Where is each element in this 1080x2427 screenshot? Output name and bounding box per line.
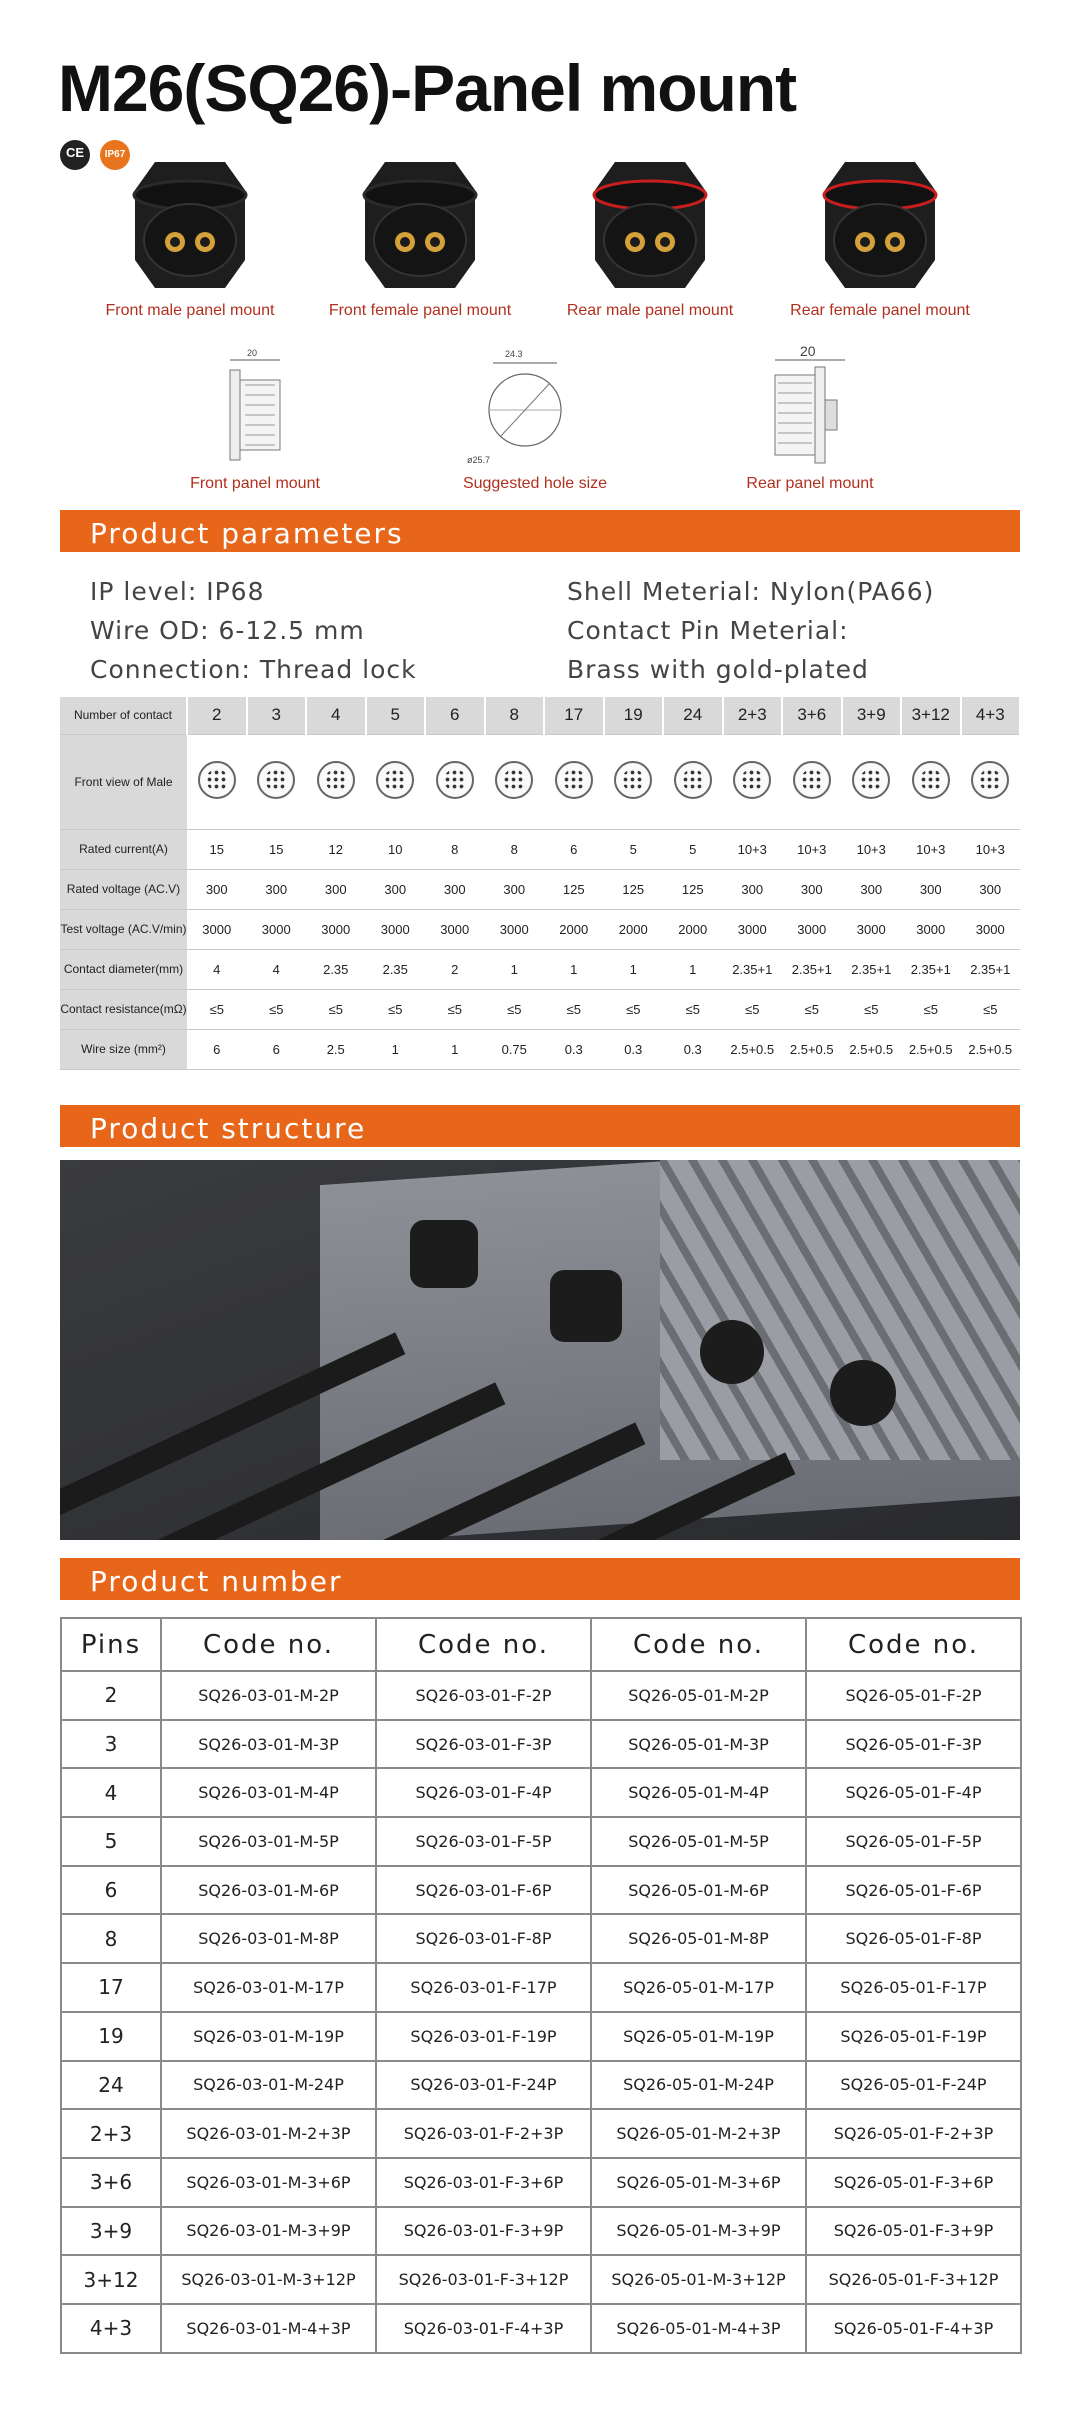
product-photo [345,150,495,300]
product-photo [575,150,725,300]
param-ip-level: IP level: IP68 [90,577,265,606]
number-column-header: Code no. [591,1618,806,1671]
table-row [61,2158,1021,2207]
code-number-cell: SQ26-03-01-F-6P [376,1866,591,1915]
code-number-cell: SQ26-03-01-M-3+6P [161,2158,376,2207]
spec-value: 125 [663,869,723,909]
pin-layout-icon [901,734,961,829]
hole-size-drawing [465,345,605,470]
spec-value: 10+3 [901,829,961,869]
svg-text:ø25.7: ø25.7 [467,455,491,465]
code-number-cell: SQ26-05-01-M-19P [591,2012,806,2061]
pin-count-cell: 8 [61,1914,161,1963]
pin-count-cell: 2+3 [61,2109,161,2158]
spec-value: 2.5+0.5 [782,1029,842,1069]
code-number-cell: SQ26-05-01-F-17P [806,1963,1021,2012]
spec-contact-count: 3 [247,697,307,734]
product-label: Rear female panel mount [790,302,970,319]
table-row [61,1671,1021,1720]
pin-layout-icon [485,734,545,829]
pin-layout-icon [425,734,485,829]
spec-value: 300 [366,869,426,909]
spec-value: 3000 [782,909,842,949]
code-number-cell: SQ26-03-01-M-4P [161,1768,376,1817]
spec-value: 1 [544,949,604,989]
spec-value: 2000 [604,909,664,949]
code-number-cell: SQ26-03-01-M-24P [161,2061,376,2110]
table-row [61,2304,1021,2353]
pin-count-cell: 3+12 [61,2255,161,2304]
front-panel-drawing [185,345,325,470]
spec-value: ≤5 [663,989,723,1029]
code-number-cell: SQ26-05-01-F-6P [806,1866,1021,1915]
code-number-cell: SQ26-03-01-M-3+12P [161,2255,376,2304]
code-number-cell: SQ26-03-01-F-24P [376,2061,591,2110]
spec-value: 4 [187,949,247,989]
pin-count-cell: 2 [61,1671,161,1720]
spec-value: 6 [544,829,604,869]
code-number-cell: SQ26-03-01-F-3P [376,1720,591,1769]
spec-contact-count: 24 [663,697,723,734]
code-number-cell: SQ26-05-01-M-2+3P [591,2109,806,2158]
code-number-cell: SQ26-03-01-F-3+12P [376,2255,591,2304]
code-number-cell: SQ26-05-01-M-8P [591,1914,806,1963]
code-number-cell: SQ26-05-01-F-3+9P [806,2207,1021,2256]
spec-contact-count: 4 [306,697,366,734]
code-number-cell: SQ26-05-01-F-2+3P [806,2109,1021,2158]
code-number-cell: SQ26-03-01-F-2+3P [376,2109,591,2158]
spec-value: ≤5 [961,989,1021,1029]
spec-value: 2.5+0.5 [901,1029,961,1069]
table-row [61,2012,1021,2061]
spec-value: 10 [366,829,426,869]
spec-contact-count: 5 [366,697,426,734]
code-number-cell: SQ26-05-01-F-5P [806,1817,1021,1866]
spec-value: 1 [485,949,545,989]
svg-text:24.3: 24.3 [505,349,523,359]
spec-value: 15 [247,829,307,869]
spec-value: ≤5 [306,989,366,1029]
table-row [61,1866,1021,1915]
spec-value: 125 [544,869,604,909]
table-row [61,1963,1021,2012]
spec-value: ≤5 [544,989,604,1029]
spec-value: 300 [961,869,1021,909]
spec-value: 1 [604,949,664,989]
table-row [61,1914,1021,1963]
spec-value: 300 [901,869,961,909]
code-number-cell: SQ26-05-01-M-6P [591,1866,806,1915]
spec-value: 300 [425,869,485,909]
spec-value: 3000 [961,909,1021,949]
spec-value: ≤5 [842,989,902,1029]
spec-contact-count: 2 [187,697,247,734]
code-number-cell: SQ26-05-01-M-3P [591,1720,806,1769]
spec-value: 2.35+1 [723,949,783,989]
code-number-cell: SQ26-05-01-F-4+3P [806,2304,1021,2353]
spec-value: 2.35+1 [782,949,842,989]
code-number-cell: SQ26-05-01-M-4+3P [591,2304,806,2353]
spec-contact-count: 3+6 [782,697,842,734]
pin-layout-icon [842,734,902,829]
product-photo [115,150,265,300]
spec-value: ≤5 [366,989,426,1029]
spec-value: 2000 [663,909,723,949]
spec-value: 0.3 [604,1029,664,1069]
pin-count-cell: 4 [61,1768,161,1817]
spec-row-label: Front view of Male [60,734,187,829]
spec-value: 3000 [425,909,485,949]
pin-layout-icon [663,734,723,829]
code-number-cell: SQ26-03-01-M-2+3P [161,2109,376,2158]
spec-value: 1 [663,949,723,989]
spec-value: 2.35 [306,949,366,989]
product-number-table [60,1617,1022,2354]
code-number-cell: SQ26-03-01-M-3+9P [161,2207,376,2256]
param-shell-material: Shell Meterial: Nylon(PA66) [567,577,935,606]
code-number-cell: SQ26-03-01-M-3P [161,1720,376,1769]
spec-value: ≤5 [247,989,307,1029]
spec-value: ≤5 [723,989,783,1029]
code-number-cell: SQ26-03-01-M-17P [161,1963,376,2012]
spec-value: 10+3 [961,829,1021,869]
spec-value: 2.5+0.5 [842,1029,902,1069]
pin-layout-icon [247,734,307,829]
code-number-cell: SQ26-03-01-M-4+3P [161,2304,376,2353]
param-pin-material: Contact Pin Meterial: [567,616,849,645]
spec-value: 300 [247,869,307,909]
code-number-cell: SQ26-03-01-F-8P [376,1914,591,1963]
spec-value: 0.75 [485,1029,545,1069]
spec-value: ≤5 [782,989,842,1029]
spec-value: 10+3 [782,829,842,869]
spec-value: 1 [366,1029,426,1069]
spec-row-label: Wire size (mm²) [60,1029,187,1069]
drawing-label-hole: Suggested hole size [462,475,608,492]
table-row [61,2255,1021,2304]
number-column-header: Code no. [376,1618,591,1671]
pin-layout-icon [187,734,247,829]
rear-panel-drawing [740,345,880,470]
pin-count-cell: 19 [61,2012,161,2061]
spec-value: 300 [187,869,247,909]
spec-value: 3000 [901,909,961,949]
spec-value: 2 [425,949,485,989]
number-column-header: Code no. [806,1618,1021,1671]
code-number-cell: SQ26-03-01-M-2P [161,1671,376,1720]
table-row [61,2109,1021,2158]
section-bar-structure [60,1105,1020,1147]
table-row [61,1817,1021,1866]
code-number-cell: SQ26-05-01-F-8P [806,1914,1021,1963]
spec-value: 3000 [723,909,783,949]
spec-value: 2.35 [366,949,426,989]
number-column-header: Code no. [161,1618,376,1671]
section-bar-number [60,1558,1020,1600]
spec-value: 2.35+1 [842,949,902,989]
spec-value: 2.35+1 [901,949,961,989]
code-number-cell: SQ26-03-01-F-5P [376,1817,591,1866]
spec-value: 10+3 [723,829,783,869]
code-number-cell: SQ26-05-01-M-3+6P [591,2158,806,2207]
code-number-cell: SQ26-05-01-F-24P [806,2061,1021,2110]
drawing-label-rear: Rear panel mount [746,475,874,492]
pin-count-cell: 24 [61,2061,161,2110]
ce-mark-icon: CE [60,140,90,170]
spec-header-label: Number of contact [60,697,187,734]
pin-count-cell: 3+6 [61,2158,161,2207]
pin-count-cell: 17 [61,1963,161,2012]
spec-value: 3000 [306,909,366,949]
code-number-cell: SQ26-03-01-M-19P [161,2012,376,2061]
spec-value: 3000 [247,909,307,949]
spec-row-label: Rated current(A) [60,829,187,869]
code-number-cell: SQ26-05-01-M-5P [591,1817,806,1866]
code-number-cell: SQ26-05-01-M-2P [591,1671,806,1720]
spec-value: 6 [187,1029,247,1069]
pin-layout-icon [961,734,1021,829]
code-number-cell: SQ26-05-01-F-3P [806,1720,1021,1769]
code-number-cell: SQ26-03-01-F-3+9P [376,2207,591,2256]
section-title: Product structure [90,1112,367,1145]
spec-contact-count: 2+3 [723,697,783,734]
spec-value: 2.5 [306,1029,366,1069]
product-label: Front female panel mount [328,302,512,319]
code-number-cell: SQ26-05-01-F-3+6P [806,2158,1021,2207]
spec-row-label: Test voltage (AC.V/min) [60,909,187,949]
code-number-cell: SQ26-03-01-F-4P [376,1768,591,1817]
code-number-cell: SQ26-03-01-M-5P [161,1817,376,1866]
product-photo [805,150,955,300]
spec-value: 3000 [187,909,247,949]
pin-count-cell: 3 [61,1720,161,1769]
spec-value: ≤5 [604,989,664,1029]
spec-contact-count: 19 [604,697,664,734]
spec-value: 3000 [366,909,426,949]
svg-text:20: 20 [800,345,816,359]
spec-value: ≤5 [187,989,247,1029]
spec-contact-count: 3+12 [901,697,961,734]
code-number-cell: SQ26-03-01-F-3+6P [376,2158,591,2207]
pin-layout-icon [782,734,842,829]
spec-row-label: Contact diameter(mm) [60,949,187,989]
spec-value: 8 [485,829,545,869]
spec-value: 0.3 [663,1029,723,1069]
code-number-cell: SQ26-03-01-F-2P [376,1671,591,1720]
product-label: Rear male panel mount [566,302,734,319]
spec-table [60,697,1021,1070]
spec-contact-count: 6 [425,697,485,734]
spec-contact-count: 3+9 [842,697,902,734]
section-bar-parameters [60,510,1020,552]
spec-row-label: Contact resistance(mΩ) [60,989,187,1029]
spec-value: 300 [842,869,902,909]
pin-layout-icon [366,734,426,829]
spec-value: 2.5+0.5 [961,1029,1021,1069]
spec-value: 3000 [485,909,545,949]
spec-value: 15 [187,829,247,869]
spec-value: 10+3 [842,829,902,869]
spec-contact-count: 8 [485,697,545,734]
pin-count-cell: 5 [61,1817,161,1866]
table-row [61,2061,1021,2110]
ip67-badge-icon: IP67 [100,140,130,170]
code-number-cell: SQ26-05-01-M-24P [591,2061,806,2110]
pin-count-cell: 3+9 [61,2207,161,2256]
spec-contact-count: 4+3 [961,697,1021,734]
page-title: M26(SQ26)-Panel mount [58,51,797,125]
spec-value: 300 [723,869,783,909]
dimension-label: 20 [247,348,258,358]
spec-value: ≤5 [425,989,485,1029]
pin-count-cell: 6 [61,1866,161,1915]
spec-value: 5 [604,829,664,869]
number-column-header: Pins [61,1618,161,1671]
spec-value: 1 [425,1029,485,1069]
param-connection: Connection: Thread lock [90,655,417,684]
code-number-cell: SQ26-05-01-M-3+12P [591,2255,806,2304]
pin-layout-icon [306,734,366,829]
code-number-cell: SQ26-05-01-M-17P [591,1963,806,2012]
spec-value: 5 [663,829,723,869]
spec-value: 0.3 [544,1029,604,1069]
spec-value: ≤5 [901,989,961,1029]
spec-row-label: Rated voltage (AC.V) [60,869,187,909]
spec-value: 125 [604,869,664,909]
product-label: Front male panel mount [105,302,275,319]
spec-value: 4 [247,949,307,989]
spec-value: 3000 [842,909,902,949]
code-number-cell: SQ26-05-01-M-3+9P [591,2207,806,2256]
code-number-cell: SQ26-03-01-M-6P [161,1866,376,1915]
code-number-cell: SQ26-03-01-M-8P [161,1914,376,1963]
code-number-cell: SQ26-05-01-F-3+12P [806,2255,1021,2304]
section-title: Product number [90,1565,343,1598]
spec-value: 12 [306,829,366,869]
spec-value: 300 [306,869,366,909]
code-number-cell: SQ26-05-01-F-4P [806,1768,1021,1817]
spec-contact-count: 17 [544,697,604,734]
table-row [61,2207,1021,2256]
spec-value: 300 [782,869,842,909]
spec-value: 2.5+0.5 [723,1029,783,1069]
param-wire-od: Wire OD: 6-12.5 mm [90,616,365,645]
section-title: Product parameters [90,517,404,550]
code-number-cell: SQ26-05-01-F-19P [806,2012,1021,2061]
spec-value: ≤5 [485,989,545,1029]
code-number-cell: SQ26-03-01-F-17P [376,1963,591,2012]
product-structure-photo [60,1160,1020,1540]
code-number-cell: SQ26-05-01-F-2P [806,1671,1021,1720]
spec-value: 8 [425,829,485,869]
spec-value: 300 [485,869,545,909]
spec-value: 2000 [544,909,604,949]
drawing-label-front: Front panel mount [190,475,320,492]
param-pin-plating: Brass with gold-plated [567,655,869,684]
pin-count-cell: 4+3 [61,2304,161,2353]
pin-layout-icon [604,734,664,829]
code-number-cell: SQ26-03-01-F-4+3P [376,2304,591,2353]
spec-value: 6 [247,1029,307,1069]
table-row [61,1720,1021,1769]
pin-layout-icon [544,734,604,829]
table-row [61,1768,1021,1817]
pin-layout-icon [723,734,783,829]
code-number-cell: SQ26-05-01-M-4P [591,1768,806,1817]
spec-value: 2.35+1 [961,949,1021,989]
code-number-cell: SQ26-03-01-F-19P [376,2012,591,2061]
